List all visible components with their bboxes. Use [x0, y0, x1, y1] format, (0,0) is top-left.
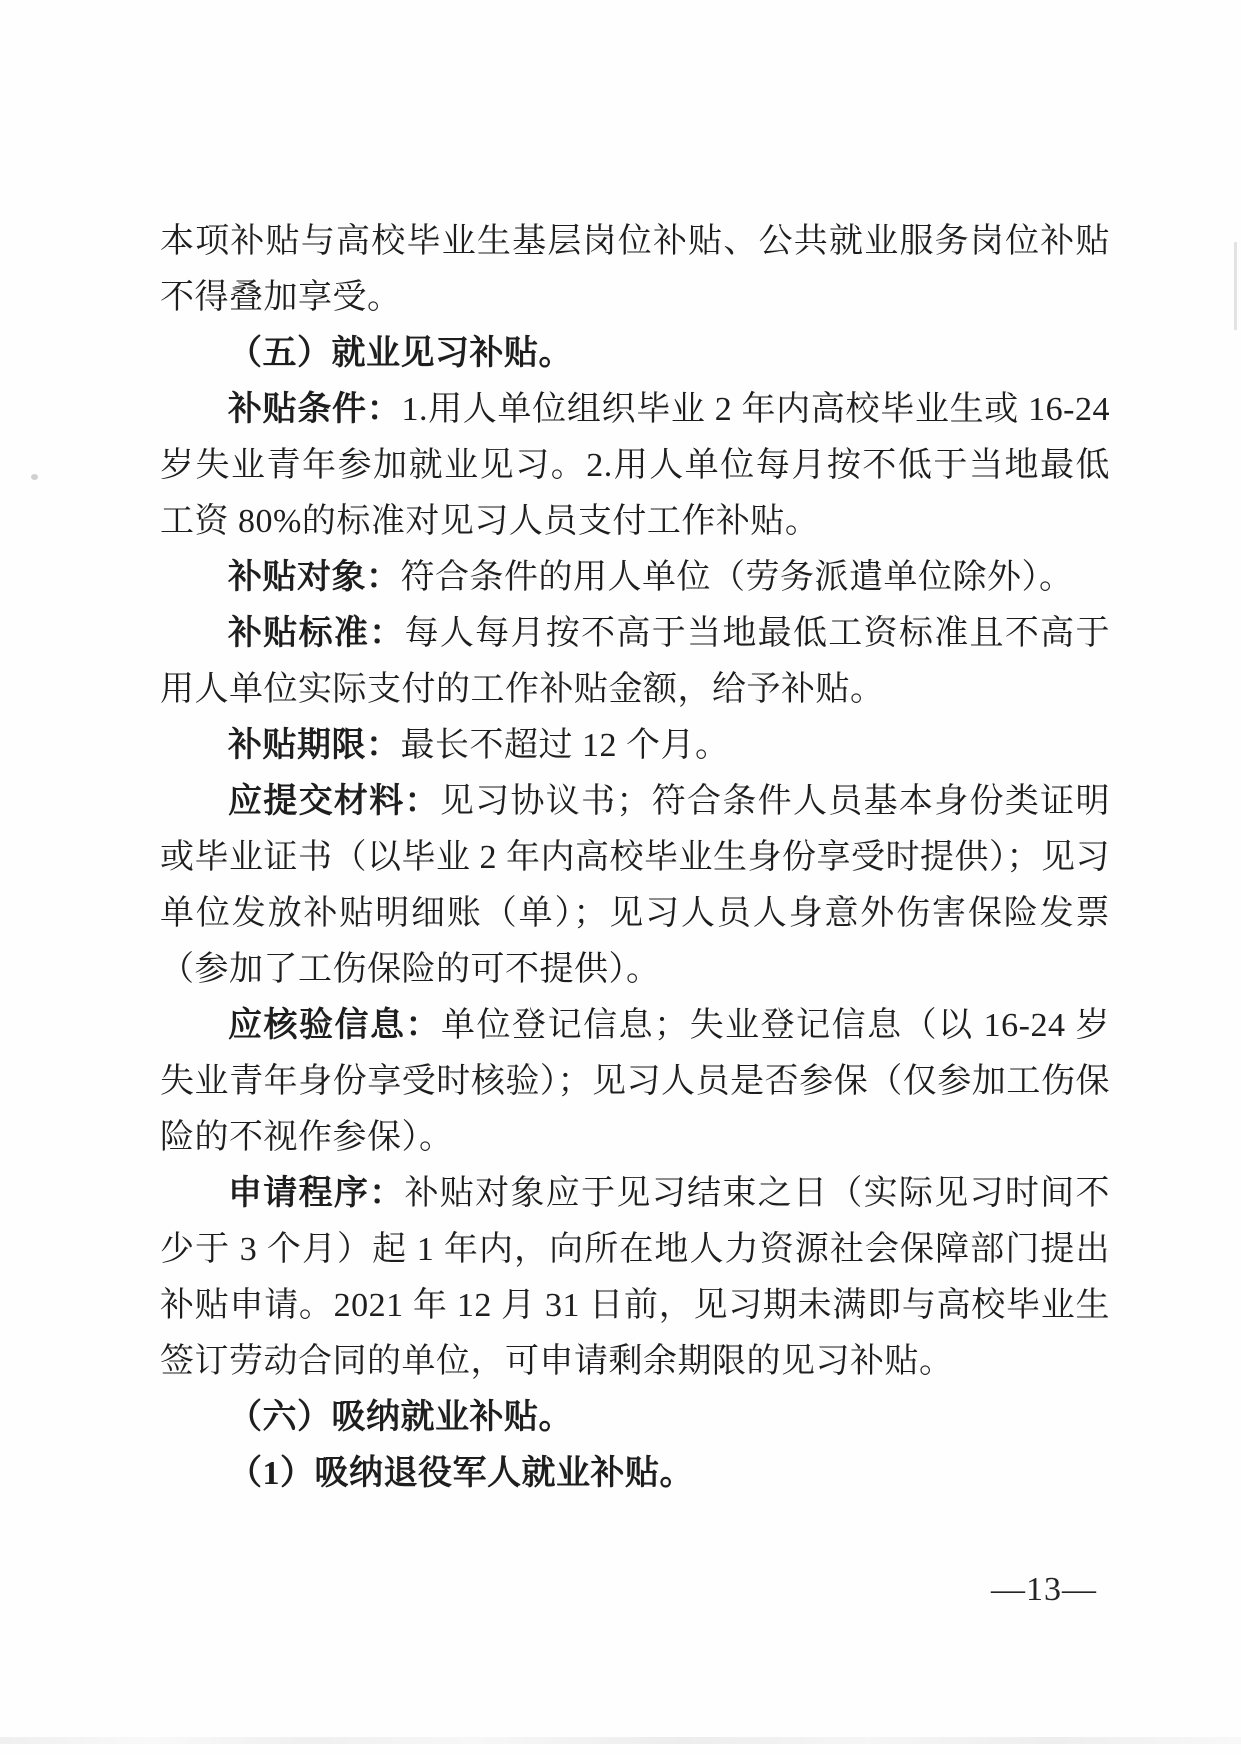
- scan-artifact-right-edge: [1234, 242, 1237, 330]
- section-heading-five: [160, 326, 1110, 382]
- paragraph-text: 最长不超过 12 个月。: [400, 727, 730, 764]
- paragraph-label: 补贴标准：: [228, 615, 405, 652]
- paragraph-text: 每人每月按不高于当地最低工资标准且不高于用人单位实际支付的工作补贴金额，给予补贴。: [160, 615, 1110, 708]
- heading-text: （五）就业见习补贴。: [228, 335, 573, 372]
- paragraph-label: 补贴对象：: [228, 559, 401, 596]
- page-number: —13—: [991, 1571, 1097, 1608]
- scan-artifact-left-speck: [31, 474, 38, 480]
- paragraph-subsidy-target: [160, 550, 1110, 606]
- paragraph-text: 本项补贴与高校毕业生基层岗位补贴、公共就业服务岗位补贴不得叠加享受。: [160, 223, 1110, 316]
- paragraph-text: 符合条件的用人单位（劳务派遣单位除外）。: [400, 559, 1074, 596]
- paragraph-subsidy-conditions: [160, 382, 1110, 550]
- paragraph-subsidy-duration: [160, 718, 1110, 774]
- document-body: [160, 214, 1110, 1502]
- paragraph-text: 见习协议书；符合条件人员基本身份类证明或毕业证书（以毕业 2 年内高校毕业生身份享受时提供）；见习单位发放补贴明细账（单）；见习人员人身意外伤害保险发票（参加了工伤保险的可不提供）。: [160, 783, 1110, 988]
- paragraph-text: 补贴对象应于见习结束之日（实际见习时间不少于 3 个月）起 1 年内，向所在地人力资源社会保障部门提出补贴申请。2021 年 12 月 31 日前，见习期未满即与高校毕业生签订劳动合同的单位，可申请剩余期限的见习补贴。: [160, 1175, 1110, 1380]
- paragraph-application-procedure: [160, 1166, 1110, 1390]
- paragraph-label: 补贴期限：: [228, 727, 401, 764]
- paragraph-text: 1.用人单位组织毕业 2 年内高校毕业生或 16-24 岁失业青年参加就业见习。2.用人单位每月按不低于当地最低工资 80%的标准对见习人员支付工作补贴。: [160, 391, 1110, 540]
- paragraph-label: 申请程序：: [228, 1175, 405, 1212]
- paragraph-label: 应提交材料：: [228, 783, 440, 820]
- heading-text: （1）吸纳退役军人就业补贴。: [228, 1455, 694, 1492]
- scan-artifact-bottom-band: [0, 1737, 1241, 1744]
- paragraph-label: 应核验信息：: [228, 1007, 442, 1044]
- paragraph-verification-info: [160, 998, 1110, 1166]
- paragraph-text: 单位登记信息；失业登记信息（以 16-24 岁失业青年身份享受时核验）；见习人员是否参保（仅参加工伤保险的不视作参保）。: [160, 1007, 1110, 1156]
- paragraph-label: 补贴条件：: [228, 391, 402, 428]
- section-heading-six: [160, 1390, 1110, 1446]
- subsection-heading-1: [160, 1446, 1110, 1502]
- paragraph-subsidy-standard: [160, 606, 1110, 718]
- paragraph-continuation: [160, 214, 1110, 326]
- heading-text: （六）吸纳就业补贴。: [228, 1399, 573, 1436]
- paragraph-required-materials: [160, 774, 1110, 998]
